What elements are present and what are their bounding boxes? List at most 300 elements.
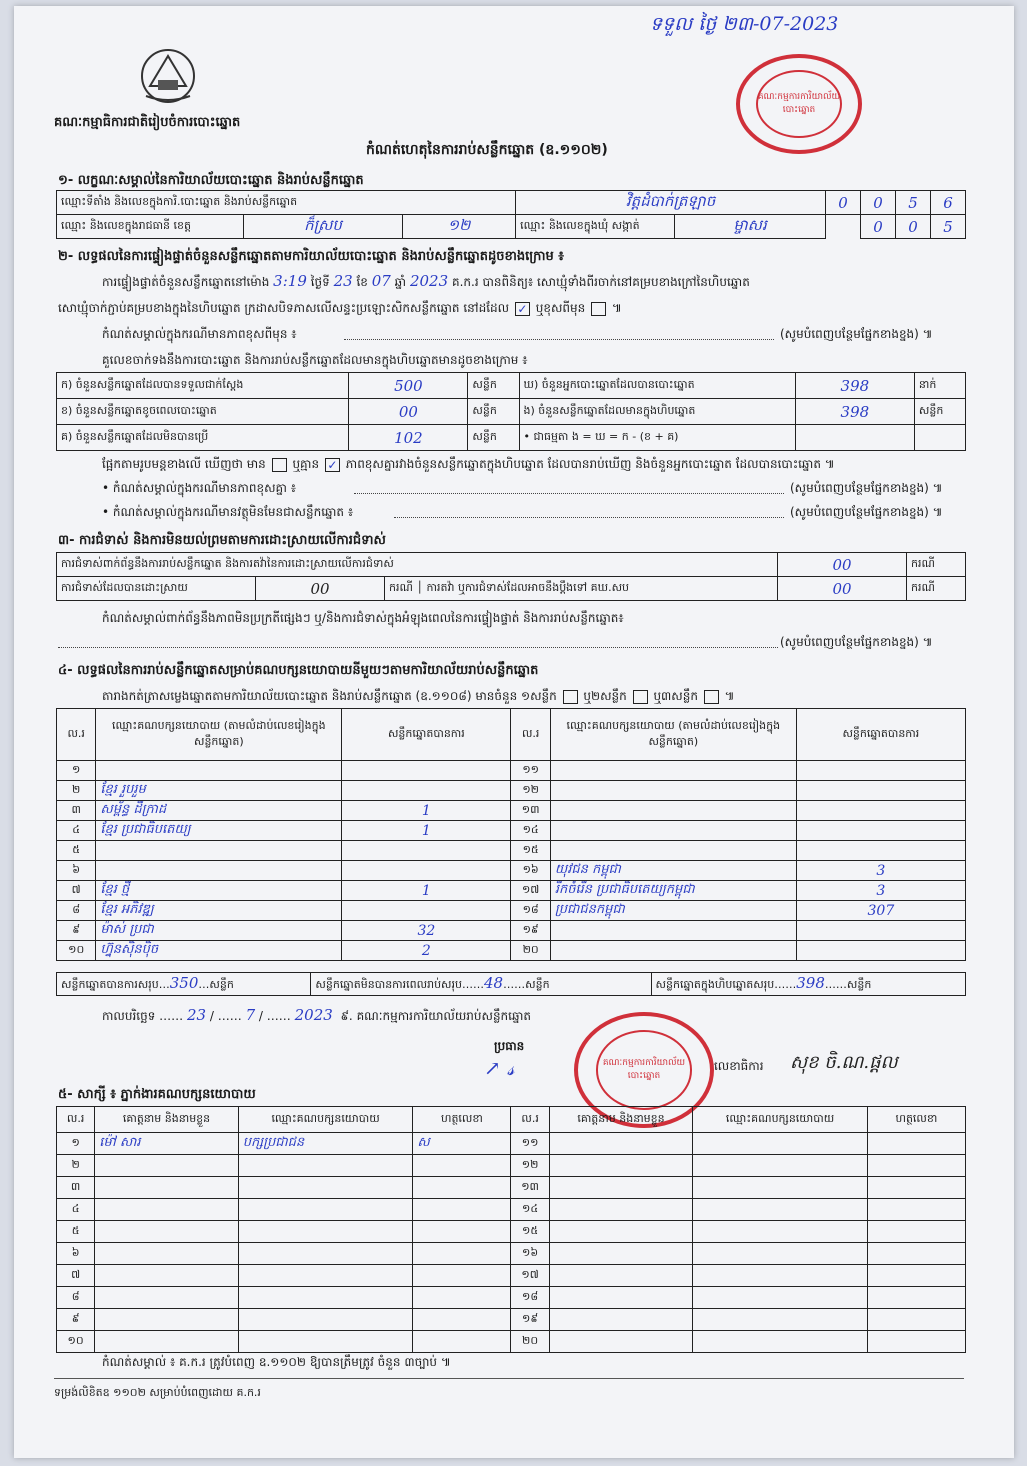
- total-invalid-label: សន្លឹកឆ្នោតមិនបានការពេលរាប់សរុប: [315, 978, 463, 991]
- counts-left-label: ខ) ចំនួនសន្លឹកឆ្នោតខូចពេលបោះឆ្នោត: [57, 399, 349, 425]
- counts-right-value: [795, 425, 914, 451]
- commune-value: [675, 215, 826, 239]
- col-party-left: ឈ្មោះគណបក្សនយោបាយ (តាមលំដាប់លេខរៀងក្នុងសន្លឹកឆ្នោត): [96, 709, 342, 761]
- counts-left-value: 500: [349, 373, 468, 399]
- witness-party-right: [693, 1199, 868, 1221]
- counts-left-label: ក) ចំនួនសន្លឹកឆ្នោតដែលបានទទួលជាក់ស្តែង: [57, 373, 349, 399]
- difference-fill-more: (សូមបំពេញបន្ថែមផ្នែកខាងខ្នង) ៕: [780, 327, 933, 341]
- total-box-value: 398: [796, 974, 825, 992]
- party-no-left: ២: [57, 781, 96, 801]
- witness-party-left: បក្សប្រជាជន: [238, 1133, 413, 1155]
- witness-no-left: ៧: [57, 1265, 95, 1287]
- witness-sign-right: [867, 1309, 965, 1331]
- witness-no-right: ១៩: [511, 1309, 549, 1331]
- province-label: ឈ្មោះ និងលេខក្នុងរាជធានី ខេត្ត: [57, 215, 244, 239]
- objection-row2-left-value: 00: [256, 577, 385, 601]
- party-votes-left: 1: [342, 821, 511, 841]
- party-name-left: ខ្មែរ ថ្មី: [96, 881, 342, 901]
- location-value: [516, 191, 826, 215]
- total-invalid-cell: សន្លឹកឆ្នោតមិនបានការពេលរាប់សរុប……48……សន្លឹក: [311, 973, 651, 996]
- total-valid-cell: សន្លឹកឆ្នោតបានការសរុប…350…សន្លឹក: [57, 973, 311, 996]
- witness-row: [57, 1331, 966, 1353]
- witness-no-right: ១២: [511, 1155, 549, 1177]
- witness-party-left: [238, 1287, 413, 1309]
- total-valid-label: សន្លឹកឆ្នោតបានការសរុប: [61, 978, 159, 991]
- witness-sign-right: [867, 1287, 965, 1309]
- party-name-left: ហ្វ៊ុនស៊ិនប៉ិច: [96, 941, 342, 961]
- witness-sign-left: ស: [413, 1133, 511, 1155]
- party-no-left: ៣: [57, 801, 96, 821]
- witness-row: [57, 1243, 966, 1265]
- party-name-right: [550, 821, 796, 841]
- province-number: [403, 215, 516, 239]
- party-votes-left: [342, 761, 511, 781]
- witness-party-right: [693, 1265, 868, 1287]
- bullet-object: • កំណត់សម្គាល់ក្នុងករណីមានវត្ថុមិនមែនជាសន្លឹកឆ្នោត ៖: [102, 505, 354, 519]
- counts-table: [56, 372, 966, 451]
- day-label: ថ្ងៃទី: [310, 275, 330, 289]
- counts-left-label: គ) ចំនួនសន្លឹកឆ្នោតដែលមិនបានប្រើ: [57, 425, 349, 451]
- witness-party-right: [693, 1287, 868, 1309]
- party-no-right: ២០: [511, 941, 550, 961]
- witness-name-left: [95, 1287, 239, 1309]
- witness-sign-left: [413, 1243, 511, 1265]
- party-no-left: ៧: [57, 881, 96, 901]
- two-sheet-checkbox[interactable]: [633, 690, 648, 704]
- seal-changed-label: ឬខុសពីមុន: [535, 301, 586, 315]
- objection-table: [56, 552, 966, 601]
- objection-row2-right-cell: ករណី │ ការតវ៉ា ឬការជំទាស់ដែលអាចនឹងប្តឹងទៅ គឃ.សប: [385, 577, 778, 601]
- party-no-right: ១៤: [511, 821, 550, 841]
- party-no-left: ៥: [57, 841, 96, 861]
- party-row: [57, 821, 966, 841]
- compare-rest: ភាពខុសគ្នារវាងចំនួនសន្លឹកឆ្នោតក្នុងហិបឆ្នោត ដែលបានរាប់ឃើញ និងចំនួនអ្នកបោះឆ្នោត ដែលបានបោះឆ្នោត ៕: [345, 457, 835, 471]
- secretary-label: លេខាធិការ: [714, 1059, 764, 1073]
- witness-name-right: [549, 1243, 693, 1265]
- location-label: ឈ្មោះទីតាំង និងលេខក្នុងការិ.បោះឆ្នោត និងរាប់សន្លឹកឆ្នោត: [57, 191, 516, 215]
- counts-right-unit: [914, 425, 965, 451]
- commune-digit-3: 5: [931, 215, 966, 239]
- party-row: [57, 921, 966, 941]
- witness-party-left: [238, 1243, 413, 1265]
- w-col-party-right: ឈ្មោះគណបក្សនយោបាយ: [693, 1107, 868, 1133]
- witness-no-right: ១៥: [511, 1221, 549, 1243]
- footer-note: កំណត់សម្គាល់ ៖ គ.ក.រ ត្រូវបំពេញ ឧ.១១០២ ឱ្យបានត្រឹមត្រូវ ចំនួន ៣ច្បាប់ ៕: [102, 1355, 451, 1369]
- witness-name-left: [95, 1199, 239, 1221]
- witness-name-right: [549, 1133, 693, 1155]
- count-committee: ៩. គណៈកម្មការការិយាល័យរាប់សន្លឹកឆ្នោត: [340, 1009, 532, 1023]
- ballot-count-form: [14, 6, 1014, 1458]
- w-col-sign-left: ហត្ថលេខា: [413, 1107, 511, 1133]
- witness-name-left: [95, 1177, 239, 1199]
- party-no-left: ៩: [57, 921, 96, 941]
- party-name-right: [550, 761, 796, 781]
- witness-sign-left: [413, 1199, 511, 1221]
- party-votes-right: 3: [796, 861, 965, 881]
- counts-left-unit: សន្លឹក: [468, 399, 519, 425]
- witness-sign-left: [413, 1177, 511, 1199]
- total-valid-unit: សន្លឹក: [209, 978, 234, 991]
- party-votes-left: 1: [342, 881, 511, 901]
- stamp-text: គណៈកម្មការការិយាល័យបោះឆ្នោត: [756, 70, 843, 138]
- party-name-left: [96, 841, 342, 861]
- compare-text: ផ្អែកតាមរូបមន្តខាងលើ ឃើញថា មាន: [102, 457, 266, 471]
- party-no-right: ១២: [511, 781, 550, 801]
- total-invalid-unit: សន្លឹក: [525, 978, 550, 991]
- two-sheet-label: ឬ២សន្លឹក: [583, 689, 627, 703]
- witness-name-right: [549, 1287, 693, 1309]
- counts-right-unit: នាក់: [914, 373, 965, 399]
- party-no-right: ១៦: [511, 861, 550, 881]
- secretary-signature: សុខ ចិ.ណ.ផ្តល: [790, 1052, 898, 1073]
- party-row: [57, 841, 966, 861]
- witness-sign-right: [867, 1243, 965, 1265]
- witness-sign-left: [413, 1331, 511, 1353]
- party-no-right: ១៧: [511, 881, 550, 901]
- witness-party-right: [693, 1221, 868, 1243]
- witness-party-left: [238, 1199, 413, 1221]
- seal-status-line: សោឃ្មុំចាក់ភ្ជាប់គម្របខាងក្នុងនៃហិបឆ្នោត ក្រដាសបិទភាសលើសន្ទះប្រឡោះសិកសន្លឹកឆ្នោត នៅដដែល ✓ ឬខុសពីមុន ៕: [58, 301, 622, 316]
- party-no-left: ៤: [57, 821, 96, 841]
- party-no-left: ៦: [57, 861, 96, 881]
- date-year: 2023: [294, 1006, 333, 1024]
- witness-no-left: ៣: [57, 1177, 95, 1199]
- objection-row1-value: 00: [778, 553, 907, 577]
- party-votes-left: [342, 781, 511, 801]
- section2-title: ២- លទ្ធផលនៃការផ្ទៀងផ្ទាត់ចំនួនសន្លឹកឆ្នោតតាមការិយាល័យបោះឆ្នោត និងរាប់សន្លឹកឆ្នោតដូចខាងក្រោម ៖: [58, 249, 564, 264]
- footer-rule: [54, 1378, 964, 1379]
- counts-right-label: • ជាធម្មតា ង = ឃ = ក - (ខ + គ): [519, 425, 795, 451]
- party-row: [57, 901, 966, 921]
- witness-row: [57, 1309, 966, 1331]
- one-sheet-checkbox[interactable]: [563, 690, 578, 704]
- party-name-left: ម៉ាស់ ប្រជា: [96, 921, 342, 941]
- counts-right-label: ឃ) ចំនួនអ្នកបោះឆ្នោតដែលបានបោះឆ្នោត: [519, 373, 795, 399]
- witness-sign-left: [413, 1221, 511, 1243]
- counts-intro: គួលេខចាក់ទងនឹងការបោះឆ្នោត និងការរាប់សន្លឹកឆ្នោតដែលមានក្នុងហិបឆ្នោតមានដូចខាងក្រោម ៖: [102, 353, 528, 367]
- witness-sign-right: [867, 1331, 965, 1353]
- party-name-right: [550, 921, 796, 941]
- counts-left-unit: សន្លឹក: [468, 425, 519, 451]
- total-box-label: សន្លឹកឆ្នោតក្នុងហិបឆ្នោតសរុប: [655, 978, 775, 991]
- total-box-cell: សន្លឹកឆ្នោតក្នុងហិបឆ្នោតសរុប……398……សន្លឹក: [651, 973, 965, 996]
- counts-row: [57, 425, 966, 451]
- difference-no-checkbox[interactable]: ✓: [325, 458, 340, 472]
- party-row: [57, 881, 966, 901]
- witness-no-left: ១០: [57, 1331, 95, 1353]
- check-time: 3:19: [273, 272, 307, 290]
- witness-no-left: ៨: [57, 1287, 95, 1309]
- check-time-prefix: ការផ្ទៀងផ្ទាត់ចំនួនសន្លឹកឆ្នោតនៅម៉ោង: [102, 275, 270, 289]
- witness-sign-right: [867, 1221, 965, 1243]
- totals-table: [56, 972, 966, 996]
- check-month: 07: [371, 272, 391, 290]
- witness-party-left: [238, 1265, 413, 1287]
- objection-row1-unit: ករណី: [907, 553, 966, 577]
- witness-name-right: [549, 1265, 693, 1287]
- witness-name-left: ម៉ៅ សារ: [95, 1133, 239, 1155]
- bullet-object-fill: (សូមបំពេញបន្ថែមផ្នែកខាងខ្នង) ៕: [790, 505, 943, 519]
- party-no-right: ១១: [511, 761, 550, 781]
- witness-no-left: ៩: [57, 1309, 95, 1331]
- objection-fill-more: (សូមបំពេញបន្ថែមផ្នែកខាងខ្នង) ៕: [780, 635, 933, 649]
- three-sheet-label: ឬ៣សន្លឹក: [653, 689, 698, 703]
- party-name-right: [550, 801, 796, 821]
- witness-sign-right: [867, 1199, 965, 1221]
- party-no-left: ១០: [57, 941, 96, 961]
- compare-line: [102, 456, 835, 474]
- chair-signature: ↗ 𝓈: [484, 1056, 515, 1080]
- form-title: កំណត់ហេតុនៃការរាប់សន្លឹកឆ្នោត (ឧ.១១០២): [366, 142, 608, 158]
- witness-row: [57, 1133, 966, 1155]
- witness-no-right: ១៧: [511, 1265, 549, 1287]
- objection-row2-left-unit: ករណី: [389, 580, 413, 594]
- section1-title: ១- លក្ខណៈសម្គាល់នៃការិយាល័យបោះឆ្នោត និងរាប់សន្លឹកឆ្នោត: [58, 173, 364, 188]
- witness-name-right: [549, 1155, 693, 1177]
- party-votes-right: [796, 921, 965, 941]
- party-votes-left: 1: [342, 801, 511, 821]
- party-row: [57, 861, 966, 881]
- year-label: ឆ្នាំ: [394, 275, 407, 289]
- witness-sign-right: [867, 1133, 965, 1155]
- witness-name-left: [95, 1331, 239, 1353]
- party-votes-left: [342, 861, 511, 881]
- party-no-right: ១៥: [511, 841, 550, 861]
- party-name-left: ខ្មែរ អភិវឌ្ឍ: [96, 901, 342, 921]
- witness-row: [57, 1155, 966, 1177]
- difference-note-line: [344, 339, 774, 340]
- party-votes-right: [796, 841, 965, 861]
- counts-right-label: ង) ចំនួនសន្លឹកឆ្នោតដែលមានក្នុងហិបឆ្នោត: [519, 399, 795, 425]
- counts-row: [57, 399, 966, 425]
- changed-checkbox[interactable]: [591, 302, 606, 316]
- witness-row: [57, 1221, 966, 1243]
- witness-no-right: ១៨: [511, 1287, 549, 1309]
- party-no-right: ១៣: [511, 801, 550, 821]
- section3-title: ៣- ការជំទាស់ និងការមិនយល់ព្រមតាមការដោះស្រាយលើការជំទាស់: [58, 533, 386, 548]
- party-name-right: [550, 941, 796, 961]
- party-votes-left: 32: [342, 921, 511, 941]
- witness-no-right: ២០: [511, 1331, 549, 1353]
- party-name-right: យុវជន កម្ពុជា: [550, 861, 796, 881]
- w-col-no-right: ល.រ: [511, 1107, 549, 1133]
- party-name-right: ប្រជាជនកម្ពុជា: [550, 901, 796, 921]
- province-value: [244, 215, 403, 239]
- month-label: ខែ: [356, 275, 368, 289]
- province-value-text: ក៏ស្រប: [304, 215, 342, 234]
- witness-no-left: ២: [57, 1155, 95, 1177]
- total-valid-value: 350: [169, 974, 199, 992]
- witness-party-left: [238, 1177, 413, 1199]
- date-line: កាលបរិច្ឆេទ …… 23 / …… 7 / …… 2023 ៩. គណៈកម្មការការិយាល័យរាប់សន្លឹកឆ្នោត: [102, 1006, 532, 1024]
- witness-table: [56, 1106, 966, 1353]
- location-digit-3: 5: [896, 191, 931, 215]
- date-day: 23: [186, 1006, 207, 1024]
- location-digit-1: 0: [826, 191, 861, 215]
- witness-sign-left: [413, 1265, 511, 1287]
- w-col-party-left: ឈ្មោះគណបក្សនយោបាយ: [238, 1107, 413, 1133]
- witness-no-left: ១: [57, 1133, 95, 1155]
- witness-name-right: [549, 1199, 693, 1221]
- form-footer: ទម្រង់លិខិតឧ ១១០២ សម្រាប់បំពេញដោយ គ.ក.រ: [54, 1386, 261, 1399]
- w-col-sign-right: ហត្ថលេខា: [867, 1107, 965, 1133]
- party-votes-right: [796, 761, 965, 781]
- counts-left-value: 102: [349, 425, 468, 451]
- bullet-object-line: [394, 517, 784, 518]
- witness-name-left: [95, 1309, 239, 1331]
- witness-no-right: ១៣: [511, 1177, 549, 1199]
- objection-row1-label: ការជំទាស់ពាក់ព័ន្ធនឹងការរាប់សន្លឹកឆ្នោត និងការតវ៉ានៃការដោះស្រាយលើការជំទាស់: [57, 553, 778, 577]
- party-votes-right: [796, 941, 965, 961]
- party-name-left: សម្ព័ន្ធ ដឹក្រាដ: [96, 801, 342, 821]
- commune-spacer: [826, 215, 861, 239]
- date-label: កាលបរិច្ឆេទ: [102, 1009, 156, 1023]
- party-name-left: ខ្មែរ ប្រជាធិបតេយ្យ: [96, 821, 342, 841]
- counts-right-value: 398: [795, 373, 914, 399]
- party-row: [57, 801, 966, 821]
- date-month: 7: [245, 1006, 256, 1024]
- witness-row: [57, 1199, 966, 1221]
- witness-row: [57, 1265, 966, 1287]
- bullet-difference-fill: (សូមបំពេញបន្ថែមផ្នែកខាងខ្នង) ៕: [790, 481, 943, 495]
- location-digit-4: 6: [931, 191, 966, 215]
- committee-label: គណៈកម្មាធិការជាតិរៀបចំការបោះឆ្នោត: [54, 115, 241, 130]
- party-results-table: [56, 708, 966, 961]
- commune-digit-1: 0: [861, 215, 896, 239]
- col-votes-left: សន្លឹកឆ្នោតបានការ: [342, 709, 511, 761]
- counts-right-unit: សន្លឹក: [914, 399, 965, 425]
- objection-note: កំណត់សម្គាល់ពាក់ព័ន្ធនឹងភាពមិនប្រក្រតីផ្សេងៗ ឬ/និងការជំទាស់ក្នុងអំឡុងពេលនៃការផ្ទៀងផ្ទាត់ និងការរាប់សន្លឹកឆ្នោត៖: [102, 611, 624, 625]
- compare-option: ឬគ្មាន: [292, 457, 320, 471]
- received-note: ទទួល ថ្ងៃ ២៣-07-2023: [650, 13, 839, 35]
- witness-party-right: [693, 1155, 868, 1177]
- objection-note-line: [58, 647, 778, 648]
- col-no-right: ល.រ: [511, 709, 550, 761]
- party-name-right: [550, 781, 796, 801]
- commune-value-text: ម្ចាសរ: [733, 215, 767, 234]
- bottom-stamp-text: គណៈកម្មការការិយាល័យបោះឆ្នោត: [596, 1030, 692, 1110]
- witness-name-left: [95, 1155, 239, 1177]
- commune-label: ឈ្មោះ និងលេខក្នុងឃុំ សង្កាត់: [516, 215, 675, 239]
- witness-name-left: [95, 1221, 239, 1243]
- witness-party-right: [693, 1309, 868, 1331]
- witness-sign-left: [413, 1287, 511, 1309]
- witness-name-right: [549, 1331, 693, 1353]
- total-invalid-value: 48: [484, 974, 504, 992]
- party-name-left: [96, 761, 342, 781]
- objection-row2-right-unit: ករណី: [907, 577, 966, 601]
- location-digit-2: 0: [861, 191, 896, 215]
- witness-party-left: [238, 1331, 413, 1353]
- party-votes-right: [796, 781, 965, 801]
- difference-note: កំណត់សម្គាល់ក្នុងករណីមានភាពខុសពីមុន ៖: [102, 327, 297, 341]
- bullet-difference-line: [354, 493, 784, 494]
- section4-intro-text: តារាងកត់ត្រាសម្លេងឆ្នោតតាមការិយាល័យបោះឆ្នោត និងរាប់សន្លឹកឆ្នោត (ឧ.១១០៨) មានចំនួន ១សន្លឹក: [102, 689, 557, 703]
- witness-name-right: [549, 1177, 693, 1199]
- witness-sign-right: [867, 1155, 965, 1177]
- witness-party-right: [693, 1133, 868, 1155]
- witness-sign-right: [867, 1265, 965, 1287]
- witness-sign-right: [867, 1177, 965, 1199]
- witness-name-left: [95, 1265, 239, 1287]
- seal-status-text: សោឃ្មុំចាក់ភ្ជាប់គម្របខាងក្នុងនៃហិបឆ្នោត ក្រដាសបិទភាសលើសន្ទះប្រឡោះសិកសន្លឹកឆ្នោត នៅដដែល: [58, 301, 510, 315]
- objection-row2-right-value: 00: [778, 577, 907, 601]
- section4-intro: តារាងកត់ត្រាសម្លេងឆ្នោតតាមការិយាល័យបោះឆ្នោត និងរាប់សន្លឹកឆ្នោត (ឧ.១១០៨) មានចំនួន ១សន្លឹក ឬ២សន្លឹក ឬ៣សន្លឹក ៕: [102, 689, 735, 703]
- objection-row2-left-label: ការជំទាស់ដែលបានដោះស្រាយ: [57, 577, 256, 601]
- party-name-left: [96, 861, 342, 881]
- col-party-right: ឈ្មោះគណបក្សនយោបាយ (តាមលំដាប់លេខរៀងក្នុងសន្លឹកឆ្នោត): [550, 709, 796, 761]
- party-no-left: ១: [57, 761, 96, 781]
- counts-row: [57, 373, 966, 399]
- party-row: [57, 761, 966, 781]
- location-value-text: វិត្តដំបាក់ត្រឡាច: [625, 191, 716, 210]
- chair-label: ប្រធាន: [494, 1039, 525, 1053]
- section4-title: ៤- លទ្ធផលនៃការរាប់សន្លឹកឆ្នោតសម្រាប់គណបក្សនយោបាយនីមួយៗតាមការិយាល័យរាប់សន្លឹកឆ្នោត: [58, 663, 539, 678]
- witness-party-left: [238, 1309, 413, 1331]
- counts-left-unit: សន្លឹក: [468, 373, 519, 399]
- witness-row: [57, 1177, 966, 1199]
- party-votes-right: [796, 801, 965, 821]
- three-sheet-checkbox[interactable]: [704, 690, 719, 704]
- difference-yes-checkbox[interactable]: [272, 458, 287, 472]
- witness-party-right: [693, 1331, 868, 1353]
- official-stamp-top: [736, 54, 862, 154]
- party-no-left: ៨: [57, 901, 96, 921]
- commune-digit-2: 0: [896, 215, 931, 239]
- party-votes-left: [342, 841, 511, 861]
- party-votes-right: 307: [796, 901, 965, 921]
- party-row: [57, 781, 966, 801]
- party-votes-right: [796, 821, 965, 841]
- w-col-name-right: គោត្តនាម និងនាមខ្លួន: [549, 1107, 693, 1133]
- witness-sign-left: [413, 1155, 511, 1177]
- party-votes-left: 2: [342, 941, 511, 961]
- party-name-right: រីកចំរើន ប្រជាធិបតេយ្យកម្ពុជា: [550, 881, 796, 901]
- witness-name-right: [549, 1309, 693, 1331]
- party-row: [57, 941, 966, 961]
- party-votes-left: [342, 901, 511, 921]
- same-checkbox[interactable]: ✓: [515, 302, 530, 316]
- col-no-left: ល.រ: [57, 709, 96, 761]
- section1-table: [56, 190, 966, 239]
- party-votes-right: 3: [796, 881, 965, 901]
- province-number-text: ១២: [447, 215, 471, 234]
- party-no-right: ១៨: [511, 901, 550, 921]
- witness-no-right: ១៤: [511, 1199, 549, 1221]
- witness-party-right: [693, 1243, 868, 1265]
- w-col-name-left: គោត្តនាម និងនាមខ្លួន: [95, 1107, 239, 1133]
- check-time-line: [102, 272, 750, 292]
- bullet-difference: • កំណត់សម្គាល់ក្នុងករណីមានភាពខុសគ្នា ៖: [102, 481, 297, 495]
- total-box-unit: សន្លឹក: [846, 978, 872, 991]
- objection-row2-right-label: ការតវ៉ា ឬការជំទាស់ដែលអាចនឹងប្តឹងទៅ គឃ.សប: [426, 580, 630, 594]
- witness-row: [57, 1287, 966, 1309]
- witness-party-left: [238, 1155, 413, 1177]
- witness-no-left: ៥: [57, 1221, 95, 1243]
- col-votes-right: សន្លឹកឆ្នោតបានការ: [796, 709, 965, 761]
- check-day: 23: [333, 272, 353, 290]
- party-no-right: ១៩: [511, 921, 550, 941]
- party-name-right: [550, 841, 796, 861]
- check-time-suffix: គ.ក.រ បានពិនិត្យ៖ សោឃ្មុំទាំងពីរចាក់នៅគម្របខាងក្រៅនៃហិបឆ្នោត: [451, 275, 750, 289]
- section5-title: ៥- សាក្សី ៖ ភ្នាក់ងារគណបក្សនយោបាយ: [58, 1087, 256, 1102]
- w-col-no-left: ល.រ: [57, 1107, 95, 1133]
- witness-no-left: ៦: [57, 1243, 95, 1265]
- witness-no-right: ១១: [511, 1133, 549, 1155]
- witness-party-right: [693, 1177, 868, 1199]
- witness-name-left: [95, 1243, 239, 1265]
- witness-no-right: ១៦: [511, 1243, 549, 1265]
